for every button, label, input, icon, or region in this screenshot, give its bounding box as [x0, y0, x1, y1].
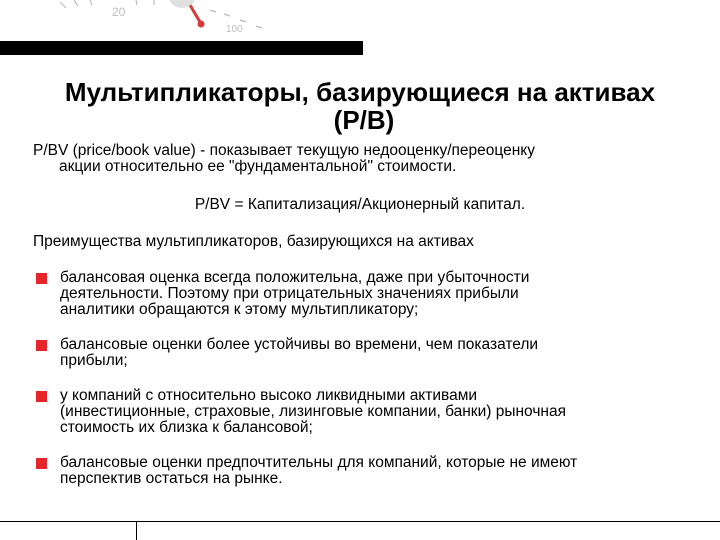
- advantages-heading: Преимущества мультипликаторов, базирующихся на активах: [33, 233, 474, 250]
- intro-line: акции относительно ее "фундаментальной" стоимости.: [59, 158, 457, 175]
- bullet-line: балансовые оценки более устойчивы во времени, чем показатели: [60, 336, 539, 353]
- bullet-line: стоимость их близка к балансовой;: [60, 419, 313, 436]
- title-line: (P/B): [333, 105, 395, 135]
- slide-title: [0, 78, 720, 134]
- bullet-line: прибыли;: [60, 352, 128, 369]
- list-item: [36, 270, 676, 318]
- bullet-line: аналитики обращаются к этому мультипликатору;: [60, 301, 419, 318]
- bullet-square-icon: [36, 391, 47, 402]
- bullet-square-icon: [36, 273, 47, 284]
- footer-divider-tick: [136, 521, 137, 540]
- bullet-line: у компаний с относительно высоко ликвидными активами: [60, 387, 478, 404]
- bullet-line: деятельности. Поэтому при отрицательных значениях прибыли: [60, 285, 519, 302]
- header-bar: [0, 41, 363, 55]
- bullet-line: перспектив остаться на рынке.: [60, 470, 283, 487]
- formula-text: P/BV = Капитализация/Акционерный капитал.: [194, 196, 526, 213]
- list-item: [36, 455, 676, 487]
- intro-line: P/BV (price/book value) - показывает текущую недооценку/переоценку: [33, 142, 535, 159]
- bullet-line: (инвестиционные, страховые, лизинговые компании, банки) рыночная: [60, 403, 566, 420]
- footer-divider: [0, 521, 720, 522]
- gauge-graphic: [0, 0, 300, 40]
- bullet-line: балансовые оценки предпочтительны для компаний, которые не имеют: [60, 454, 578, 471]
- list-item: [36, 388, 676, 436]
- bullet-line: балансовая оценка всегда положительна, даже при убыточности: [60, 269, 530, 286]
- bullet-square-icon: [36, 458, 47, 469]
- gauge-tick-label: 100: [226, 24, 243, 35]
- intro-paragraph: [33, 143, 693, 175]
- list-item: [36, 337, 676, 369]
- title-line: Мультипликаторы, базирующиеся на активах: [64, 77, 656, 107]
- gauge-needle-tip: [198, 21, 205, 28]
- gauge-tick-label: 20: [112, 5, 126, 19]
- bullet-square-icon: [36, 340, 47, 351]
